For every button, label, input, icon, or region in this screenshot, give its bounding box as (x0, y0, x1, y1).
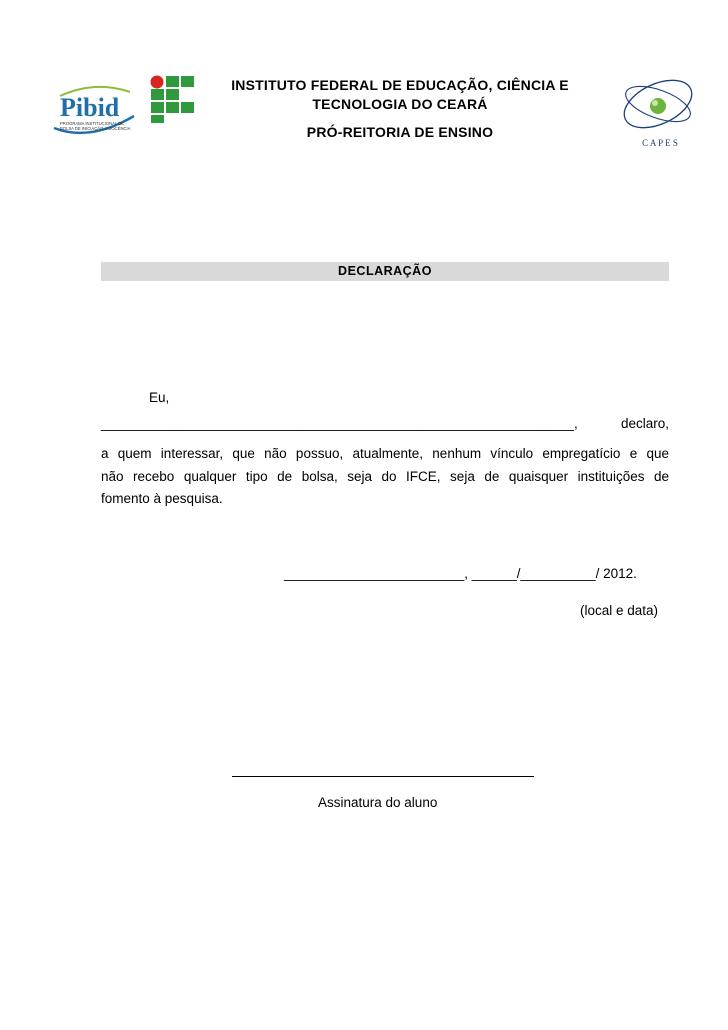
declaration-title: DECLARAÇÃO (338, 264, 432, 278)
name-blank: _______________________________________________________________, (101, 416, 578, 431)
place-date-caption: (local e data) (580, 603, 659, 618)
body-text-line4: fomento à pesquisa. (101, 491, 223, 506)
capes-logo (612, 68, 708, 152)
greeting-text: Eu, (149, 390, 170, 405)
place-date-line: ________________________, ______/__________/ 2012. (284, 566, 637, 581)
declaration-title-bar (101, 262, 669, 281)
pibid-logo-text: Pibid (60, 93, 120, 122)
signature-line (232, 776, 534, 777)
name-line (101, 416, 669, 431)
pibid-logo-subtext-1: PROGRAMA INSTITUCIONAL DE (60, 121, 125, 126)
department-name: PRÓ-REITORIA DE ENSINO (306, 124, 494, 140)
institution-name-line2: TECNOLOGIA DO CEARÁ (312, 96, 488, 112)
body-text-line3: não recebo qualquer tipo de bolsa, seja do IFCE, seja de quaisquer instituições de (101, 469, 669, 484)
capes-logo-text: C A P E S (642, 138, 678, 148)
signature-label: Assinatura do aluno (318, 795, 438, 810)
declaro-text: declaro, (620, 416, 669, 431)
institution-name-line1: INSTITUTO FEDERAL DE EDUCAÇÃO, CIÊNCIA E (231, 77, 569, 93)
ifce-logo (150, 75, 198, 123)
body-text-line2: a quem interessar, que não possuo, atualmente, nenhum vínculo empregatício e que (101, 446, 669, 461)
pibid-logo (50, 82, 140, 142)
pibid-logo-subtext-2: BOLSA DE INICIAÇÃO À DOCÊNCIA (60, 126, 131, 131)
